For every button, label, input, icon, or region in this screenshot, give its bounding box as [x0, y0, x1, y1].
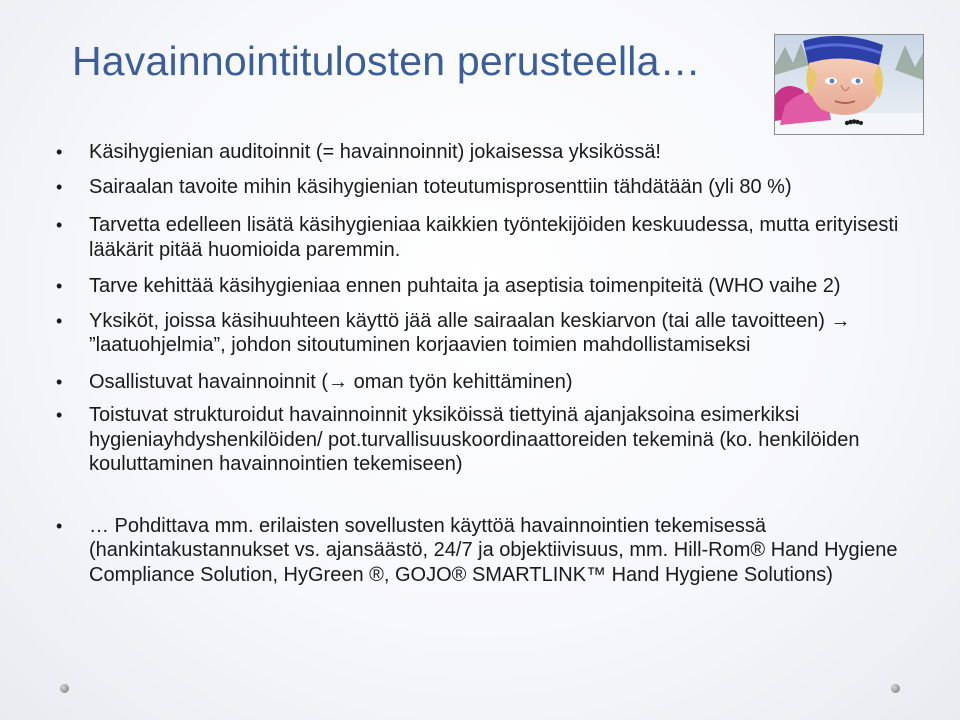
bullet-marker: • — [56, 405, 63, 425]
list-item — [56, 514, 916, 588]
list-item — [56, 309, 916, 358]
bullet-text: Tarve kehittää käsihygieniaa ennen puhtaita ja aseptisia toimenpiteitä (WHO vaihe 2) — [89, 275, 841, 297]
bullet-marker: • — [56, 276, 63, 296]
decorative-dot-right — [891, 684, 900, 693]
bullet-text-start: Yksiköt, joissa käsihuuhteen käyttö jää alle sairaalan keskiarvon (tai alle tavoitteen) — [89, 309, 825, 332]
bullet-text: Käsihygienian auditoinnit (= havainnoinnit) jokaisessa yksikössä! — [89, 141, 661, 163]
bullet-text-end: ”laatuohjelmia”, johdon sitoutuminen korjaavien toimien mahdollistamiseksi — [89, 334, 751, 356]
arrow-right-icon: → — [830, 309, 851, 332]
photo-illustration — [775, 35, 923, 134]
list-item — [56, 175, 916, 200]
bullet-marker: • — [56, 142, 63, 162]
slide-title: Havainnointitulosten perusteella… — [72, 38, 701, 84]
photo-child-with-caterpillar — [774, 34, 924, 135]
bullet-text-start: Osallistuvat havainnoinnit ( — [89, 370, 329, 393]
bullet-marker: • — [56, 176, 63, 197]
bullet-text: Sairaalan tavoite mihin käsihygienian toteutumisprosenttiin tähdätään (yli 80 %) — [89, 175, 792, 198]
bullet-text-end: oman työn kehittäminen) — [353, 370, 573, 393]
list-item — [56, 370, 916, 395]
decorative-dot-left — [60, 684, 69, 693]
list-item — [56, 213, 916, 262]
bullet-marker: • — [56, 515, 63, 536]
list-item — [56, 140, 916, 165]
bullet-text: … Pohdittava mm. erilaisten sovellusten käyttöä havainnointien tekemisessä (hankintakustannukset vs. ajansäästö, 24/7 ja objektiivisuus, mm. Hill-Rom® Hand Hygiene Compliance Solution, HyGreen ®, GOJO® SMARTLINK™ Hand Hygiene Solutions) — [89, 514, 898, 586]
arrow-right-icon: → — [328, 370, 349, 393]
bullet-marker: • — [56, 371, 63, 392]
bullet-text: Tarvetta edelleen lisätä käsihygieniaa kaikkien työntekijöiden keskuudessa, mutta erityisesti lääkärit pitää huomioida paremmin. — [89, 214, 899, 261]
bullet-marker: • — [56, 310, 63, 331]
list-item — [56, 274, 916, 299]
bullet-marker: • — [56, 215, 63, 235]
list-item — [56, 403, 916, 477]
bullet-text: Toistuvat strukturoidut havainnoinnit yksiköissä tiettyinä ajanjaksoina esimerkiksi hygieniayhdyshenkilöiden/ pot.turvallisuuskoordinaattoreiden tekeminä (ko. henkilöiden kouluttaminen havainnointien tekemiseen) — [89, 404, 860, 475]
bullet-list — [56, 140, 916, 587]
